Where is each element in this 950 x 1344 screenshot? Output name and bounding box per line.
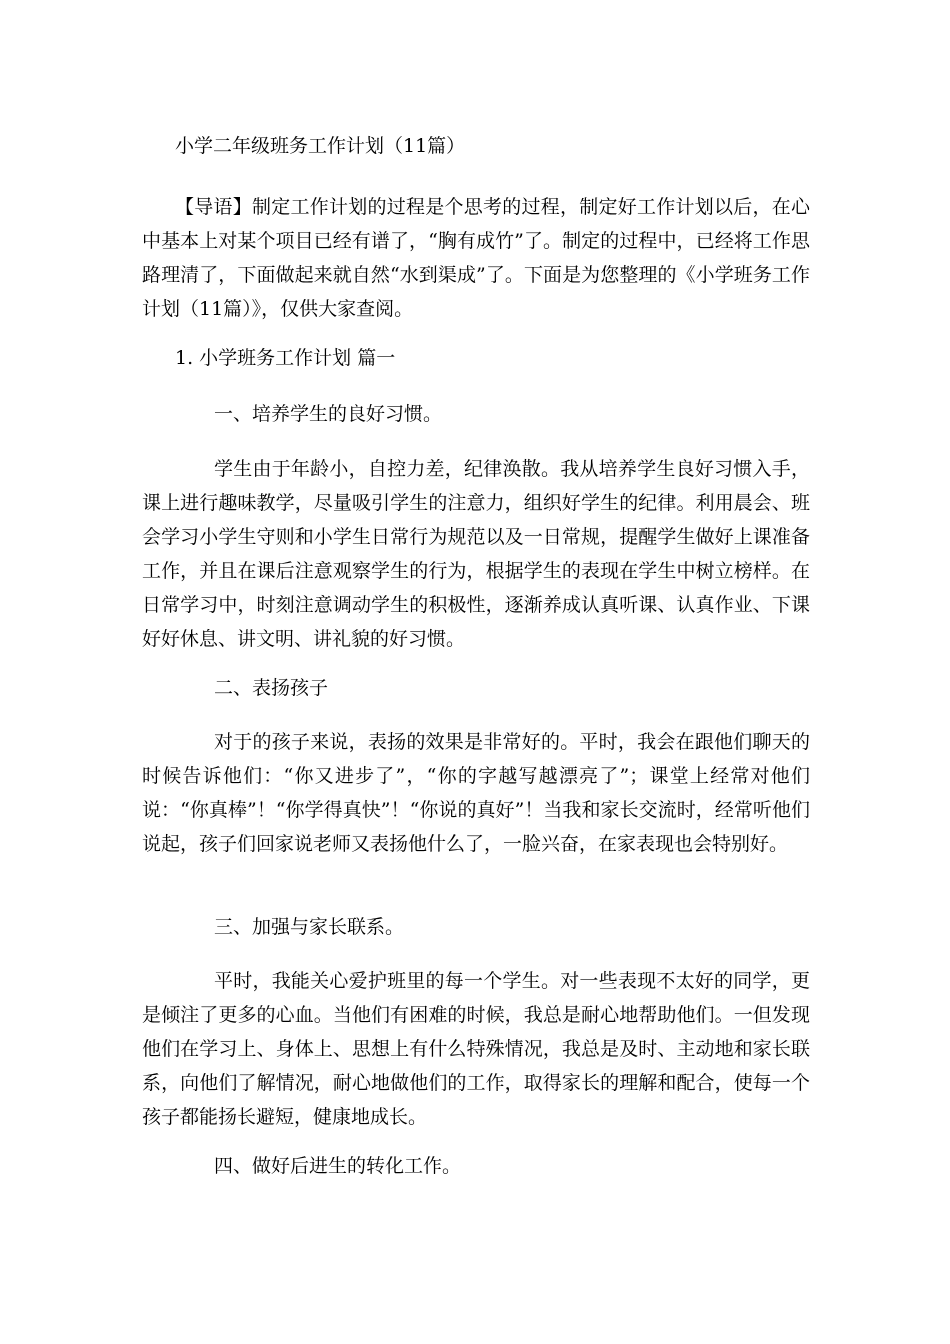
item-body-1: 学生由于年龄小，自控力差，纪律涣散。我从培养学生良好习惯入手，课上进行趣味教学，尽量吸引学生的注意力，组织好学生的纪律。利用晨会、班会学习小学生守则和小学生日常行为规范以及一日常规，提醒学生做好上课准备工作，并且在课后注意观察学生的行为，根据学生的表现在学生中树立榜样。在日常学习中，时刻注意调动学生的积极性，逐渐养成认真听课、认真作业、下课好好休息、讲文明、讲礼貌的好习惯。 — [142, 458, 810, 650]
item-body-2: 对于的孩子来说，表扬的效果是非常好的。平时，我会在跟他们聊天的时候告诉他们：“你又进步了”，“你的字越写越漂亮了”；课堂上经常对他们说：“你真棒”！“你学得真快”！“你说的真好”！当我和家长交流时，经常听他们说起，孩子们回家说老师又表扬他什么了，一脸兴奋，在家表现也会特别好。 — [142, 731, 810, 855]
document-title: 小学二年级班务工作计划（11篇） — [175, 135, 466, 157]
item-body-3: 平时，我能关心爱护班里的每一个学生。对一些表现不太好的同学，更是倾注了更多的心血。当他们有困难的时候，我总是耐心地帮助他们。一但发现他们在学习上、身体上、思想上有什么特殊情况，我总是及时、主动地和家长联系，向他们了解情况，耐心地做他们的工作，取得家长的理解和配合，使每一个孩子都能扬长避短，健康地成长。 — [142, 970, 810, 1128]
item-heading-4: 四、做好后进生的转化工作。 — [214, 1155, 462, 1177]
item-heading-2: 二、表扬孩子 — [214, 677, 329, 699]
item-heading-1: 一、培养学生的良好习惯。 — [214, 403, 443, 425]
intro-paragraph: 【导语】制定工作计划的过程是个思考的过程，制定好工作计划以后，在心中基本上对某个项目已经有谱了，“胸有成竹”了。制定的过程中，已经将工作思路理清了，下面做起来就自然“水到渠成”了。下面是为您整理的《小学班务工作计划（11篇）》，仅供大家查阅。 — [142, 196, 810, 320]
item-heading-3: 三、加强与家长联系。 — [214, 916, 405, 938]
section-title: 1. 小学班务工作计划 篇一 — [175, 347, 396, 369]
